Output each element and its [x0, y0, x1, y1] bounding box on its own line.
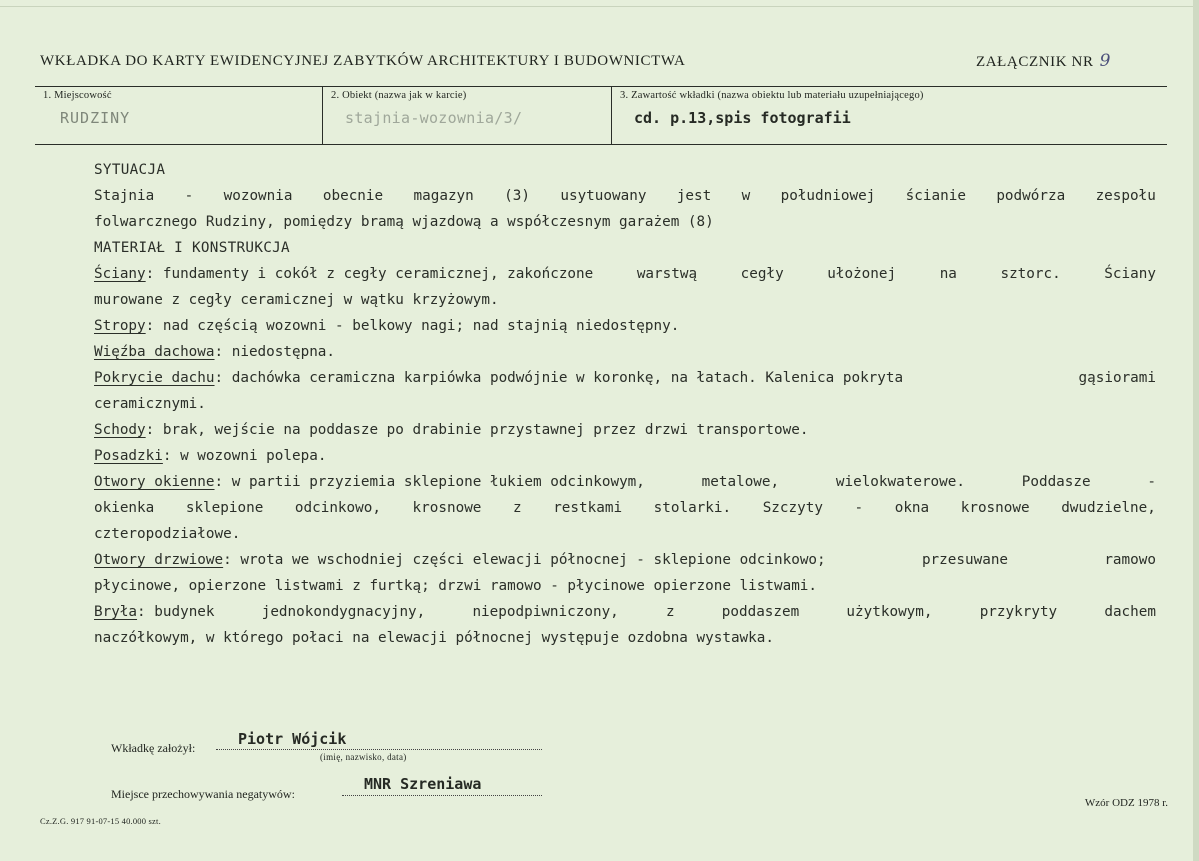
windows-line-1: Otwory okienne: w partii przyziemia sklepione łukiem odcinkowym, metalowe, wielokwaterowe. Poddasze - [94, 469, 1156, 495]
windows-line-2-word-5: restkami [553, 500, 623, 516]
situation-line-1-word-3: obecnie [322, 188, 384, 204]
walls-word-1: warstwą [636, 266, 698, 282]
windows-line-2-word-3: krosnowe [412, 500, 482, 516]
massing-word-1: jednokondygnacyjny, [261, 604, 426, 620]
situation-line-1-word-12: zespołu [1095, 188, 1156, 204]
ceilings-line: Stropy: nad częścią wozowni - belkowy nagi; nad stajnią niedostępny. [94, 318, 680, 334]
storage-dotted-line [342, 795, 542, 796]
windows-word-3: Poddasze [1021, 474, 1091, 490]
walls-word-3: ułożonej [827, 266, 897, 282]
floors-text: w wozowni polepa. [180, 448, 327, 464]
roof-word-1: gąsiorami [1078, 370, 1156, 386]
doors-word-1: przesuwane [921, 552, 1009, 568]
field-object-value: stajnia-wozownia/3/ [345, 109, 523, 127]
walls-word-0: fundamenty i cokół z cegły ceramicznej, zakończone [162, 266, 594, 282]
massing-word-2: niepodpiwniczony, [472, 604, 619, 620]
field-object [322, 87, 611, 144]
situation-line-1-word-6: usytuowany [560, 188, 647, 204]
stairs-text: brak, wejście na poddasze po drabinie przystawnej przez drzwi transportowe. [162, 422, 809, 438]
windows-line-2-word-0: okienka [94, 500, 155, 516]
situation-line-1-word-1: - [184, 188, 194, 204]
windows-word-0: w partii przyziemia sklepione łukiem odcinkowym, [231, 474, 645, 490]
field-content [611, 87, 1167, 144]
walls-label: Ściany [94, 266, 146, 282]
walls-word-2: cegły [740, 266, 784, 282]
windows-line-3: czteropodziałowe. [94, 526, 241, 542]
windows-line-2-word-7: Szczyty [762, 500, 823, 516]
massing-word-7: dachem [1104, 604, 1156, 620]
truss-line: Więźba dachowa: niedostępna. [94, 344, 336, 360]
windows-word-1: metalowe, [701, 474, 780, 490]
massing-word-5: użytkowym, [846, 604, 933, 620]
annex-label: ZAŁĄCZNIK NR [975, 54, 1094, 70]
roof-line-2: ceramicznymi. [94, 396, 206, 412]
windows-line-2-word-8: - [854, 500, 864, 516]
section-heading-situation: SYTUACJA [94, 162, 166, 178]
roof-word-0: dachówka ceramiczna karpiówka podwójnie w koronkę, na łatach. Kalenica pokryta [231, 370, 904, 386]
windows-line-2-word-1: sklepione [185, 500, 264, 516]
windows-label: Otwory okienne [94, 474, 215, 490]
situation-line-1-word-11: podwórza [996, 188, 1066, 204]
ceilings-text: nad częścią wozowni - belkowy nagi; nad stajnią niedostępny. [162, 318, 680, 334]
storage-label: Miejsce przechowywania negatywów: [111, 787, 295, 801]
massing-word-0: budynek [154, 604, 215, 620]
author-value: Piotr Wójcik [238, 730, 347, 748]
windows-word-2: wielokwaterowe. [835, 474, 965, 490]
massing-word-6: przykryty [979, 604, 1058, 620]
field-locality-label: 1. Miejscowość [43, 90, 112, 101]
floors-line: Posadzki: w wozowni polepa. [94, 448, 327, 464]
field-content-label: 3. Zawartość wkładki (nazwa obiektu lub materiału uzupełniającego) [620, 90, 924, 101]
header-fields-table [35, 86, 1167, 145]
situation-line-1-word-2: wozownia [223, 188, 293, 204]
truss-label: Więźba dachowa [94, 344, 215, 360]
situation-line-1-word-9: południowej [780, 188, 876, 204]
field-content-value: cd. p.13,spis fotografii [634, 109, 851, 127]
walls-line-2: murowane z cegły ceramicznej w wątku krzyżowym. [94, 292, 499, 308]
stairs-line: Schody: brak, wejście na poddasze po drabinie przystawnej przez drzwi transportowe. [94, 422, 809, 438]
massing-word-3: z [665, 604, 675, 620]
author-dotted-line [216, 749, 542, 750]
scan-edge-strip [1193, 0, 1199, 861]
windows-word-4: - [1147, 474, 1156, 490]
ceilings-label: Stropy [94, 318, 146, 334]
massing-line-2: naczółkowym, w którego połaci na elewacji północnej występuje ozdobna wystawka. [94, 630, 774, 646]
roof-label: Pokrycie dachu [94, 370, 215, 386]
massing-label: Bryła [94, 604, 138, 620]
doors-word-2: ramowo [1104, 552, 1156, 568]
doors-word-0: wrota we wschodniej części elewacji północnej - sklepione odcinkowo; [240, 552, 826, 568]
annex-number [976, 51, 1111, 71]
doors-line-1: Otwory drzwiowe: wrota we wschodniej części elewacji północnej - sklepione odcinkowo; przesuwane ramowo [94, 547, 1156, 573]
situation-line-1 [94, 183, 1156, 209]
doors-label: Otwory drzwiowe [94, 552, 224, 568]
author-label: Wkładkę założył: [111, 741, 196, 755]
windows-line-2-word-6: stolarki. [653, 500, 732, 516]
description-body [94, 157, 1156, 651]
windows-line-2-word-10: krosnowe [960, 500, 1030, 516]
top-edge-line [0, 6, 1199, 7]
stairs-label: Schody [94, 422, 146, 438]
situation-line-2: folwarcznego Rudziny, pomiędzy bramą wjazdową a współczesnym garażem (8) [94, 214, 714, 230]
walls-word-4: na [939, 266, 957, 282]
field-locality-value: RUDZINY [60, 109, 131, 127]
windows-line-2-word-4: z [513, 500, 522, 516]
field-locality [35, 87, 322, 144]
situation-line-1-word-10: ścianie [905, 188, 966, 204]
truss-text: niedostępna. [231, 344, 336, 360]
walls-word-6: Ściany [1104, 266, 1156, 282]
situation-line-1-word-0: Stajnia [94, 188, 155, 204]
situation-line-1-word-4: magazyn [413, 188, 474, 204]
print-info: Cz.Z.G. 917 91-07-15 40.000 szt. [40, 816, 161, 826]
massing-line-1: Bryła: budynek jednokondygnacyjny, niepodpiwniczony, z poddaszem użytkowym, przykryty dachem [94, 599, 1156, 625]
situation-line-1-word-5: (3) [504, 188, 530, 204]
section-heading-material: MATERIAŁ I KONSTRUKCJA [94, 240, 290, 256]
windows-line-2-word-9: okna [894, 500, 930, 516]
walls-word-5: sztorc. [1000, 266, 1061, 282]
annex-number-handwritten: 9 [1099, 51, 1111, 71]
windows-line-2 [94, 495, 1156, 521]
massing-word-4: poddaszem [721, 604, 800, 620]
windows-line-2-word-2: odcinkowo, [294, 500, 381, 516]
roof-line-1: Pokrycie dachu: dachówka ceramiczna karpiówka podwójnie w koronkę, na łatach. Kalenica pokryta gąsiorami [94, 365, 1156, 391]
template-info: Wzór ODZ 1978 r. [1084, 797, 1168, 809]
form-title: WKŁADKA DO KARTY EWIDENCYJNEJ ZABYTKÓW ARCHITEKTURY I BUDOWNICTWA [40, 53, 686, 69]
situation-line-1-word-8: w [741, 188, 751, 204]
author-caption: (imię, nazwisko, data) [320, 752, 407, 762]
walls-line-1: Ściany: fundamenty i cokół z cegły ceramicznej, zakończone warstwą cegły ułożonej na sztorc. Ściany [94, 261, 1156, 287]
situation-line-1-word-7: jest [676, 188, 712, 204]
field-object-label: 2. Obiekt (nazwa jak w karcie) [331, 90, 467, 101]
doors-line-2: płycinowe, opierzone listwami z furtką; drzwi ramowo - płycinowe opierzone listwami. [94, 578, 818, 594]
floors-label: Posadzki [94, 448, 163, 464]
windows-line-2-word-11: dwudzielne, [1061, 500, 1156, 516]
storage-value: MNR Szreniawa [364, 775, 482, 793]
